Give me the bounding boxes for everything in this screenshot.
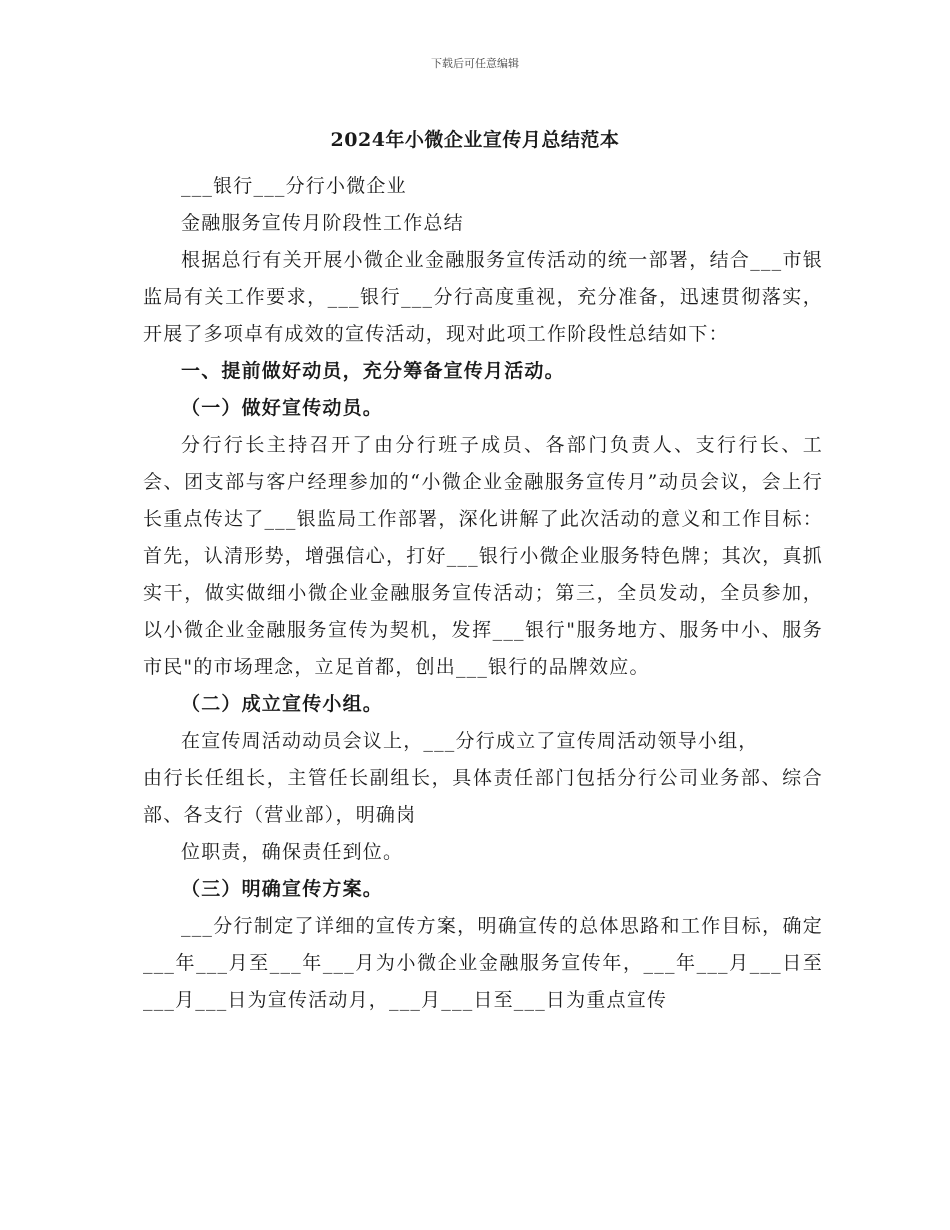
document-title: 2024年小微企业宣传月总结范本 — [330, 129, 620, 151]
paragraph-team-2: 由行长任组长，主管任长副组长，具体责任部门包括分行公司业务部、综合部、各支行（营业部），明确岗 — [143, 767, 823, 826]
header-note: 下载后可任意编辑 — [431, 57, 519, 70]
subsection-heading-2: （二）成立宣传小组。 — [181, 693, 384, 715]
section-heading-1: 一、提前做好动员，充分筹备宣传月活动。 — [181, 360, 565, 382]
paragraph-team-1: 在宣传周活动动员会议上，___分行成立了宣传周活动领导小组， — [181, 730, 759, 752]
paragraph-intro: 根据总行有关开展小微企业金融服务宣传活动的统一部署，结合___市银监局有关工作要求，___银行___分行高度重视，充分准备，迅速贯彻落实，开展了多项卓有成效的宣传活动，现对此项工作阶段性总结如下： — [143, 249, 823, 345]
document-body — [143, 168, 823, 1019]
paragraph-team-3: 位职责，确保责任到位。 — [181, 841, 404, 863]
subsection-heading-3: （三）明确宣传方案。 — [181, 878, 384, 900]
paragraph-mobilization: 分行行长主持召开了由分行班子成员、各部门负责人、支行行长、工会、团支部与客户经理参加的“小微企业金融服务宣传月”动员会议，会上行长重点传达了___银监局工作部署，深化讲解了此次活动的意义和工作目标：首先，认清形势，增强信心，打好___银行小微企业服务特色牌；其次，真抓实干，做实做细小微企业金融服务宣传活动；第三，全员发动，全员参加，以小微企业金融服务宣传为契机，发挥___银行"服务地方、服务中小、服务市民"的市场理念，立足首都，创出___银行的品牌效应。 — [143, 434, 823, 678]
paragraph-subtitle: 金融服务宣传月阶段性工作总结 — [181, 212, 464, 234]
paragraph-plan: ___分行制定了详细的宣传方案，明确宣传的总体思路和工作目标，确定___年___月至___年___月为小微企业金融服务宣传年，___年___月___日至___月___日为宣传活动月，___月___日至___日为重点宣传 — [143, 915, 823, 1011]
subsection-heading-1: （一）做好宣传动员。 — [181, 397, 384, 419]
paragraph-bank-line: ___银行___分行小微企业 — [181, 175, 407, 197]
